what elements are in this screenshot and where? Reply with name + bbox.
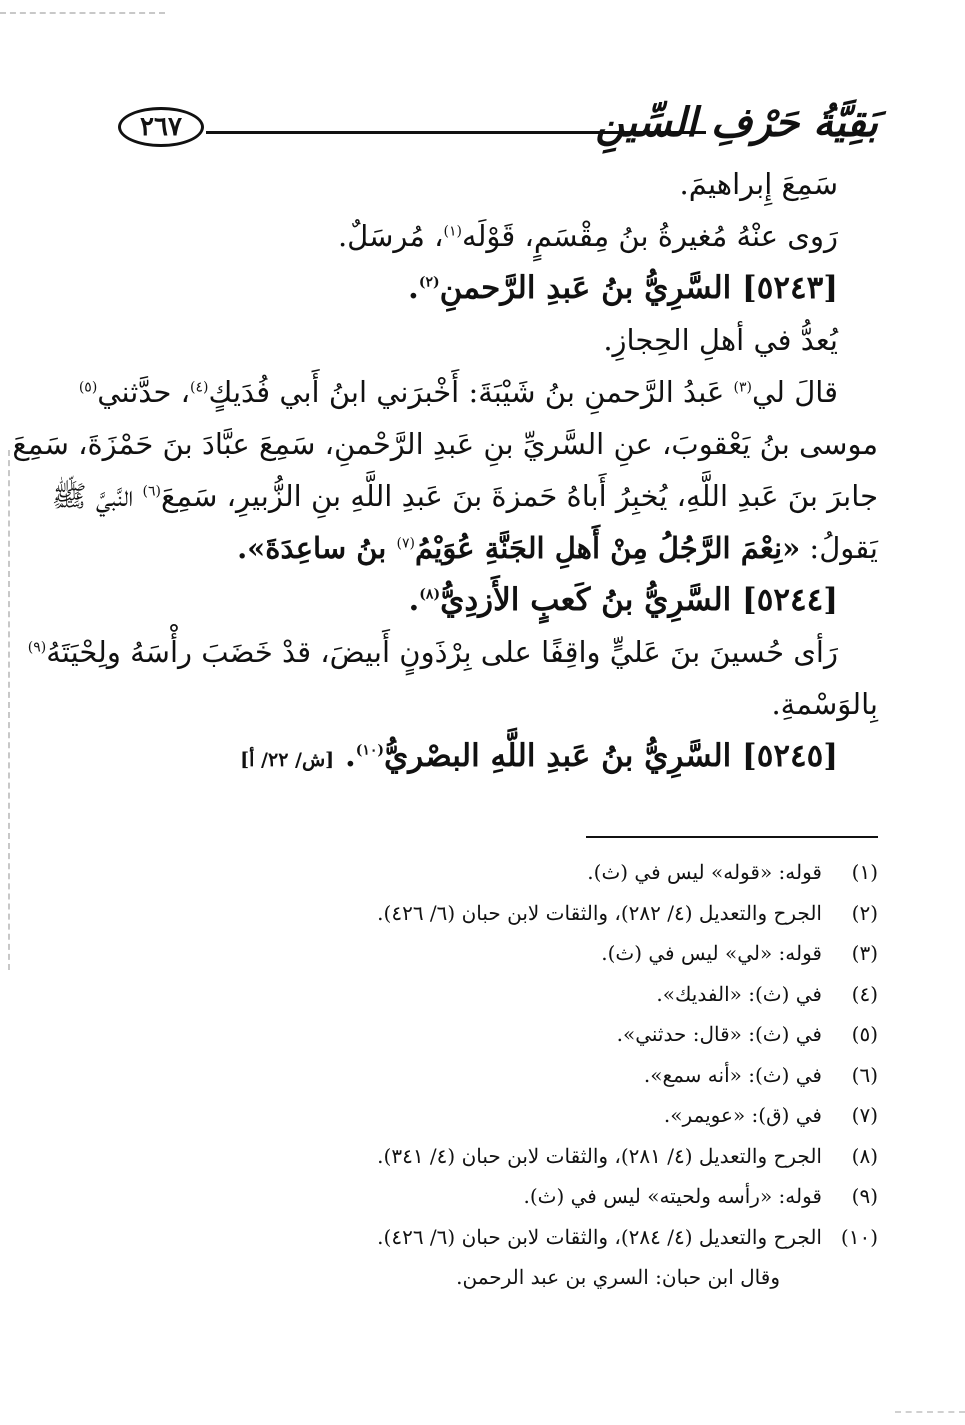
footnote: (٩)قوله: «رأسه ولحيته» ليس في (ث).: [523, 1184, 878, 1208]
footnote: (٢)الجرح والتعديل (٤/ ٢٨٢)، والثقات لابن حبان (٦/ ٤٢٦).: [377, 900, 878, 925]
text-line: جابرَ بنَ عَبدِ اللَّهِ، يُخبِرُ أَباهُ حَمزةَ بنَ عَبدِ اللَّهِ بنِ الزُّبيرِ، سَمِعَ$^{(٦)}$ النَّبيَّ ﷺ: [51, 479, 878, 513]
footnote: (٥)في (ث): «قال: حدثني».: [616, 1022, 878, 1046]
entry-heading: [٥٢٤٥] السَّرِيُّ بنُ عَبدِ اللَّهِ البصْريُّ$^{(١٠)}$. [ش/ ٢٢/ أ]: [240, 738, 838, 774]
footnote-marker: (١): [443, 223, 463, 240]
page-header: [118, 95, 878, 165]
footnote-marker: (٨): [419, 586, 441, 603]
running-title: بَقِيَّةُ حَرْفِ السِّينِ: [595, 99, 878, 146]
text-line: موسى بنُ يَعْقوبَ، عنِ السَّريِّ بنِ عَبدِ الرَّحْمنِ، سَمِعَ عبَّادَ بنَ حَمْزَةَ، سَمِعَ: [12, 427, 878, 461]
text-line: سَمِعَ إِبراهيمَ.: [679, 167, 838, 201]
footnote: (١)قوله: «قوله» ليس في (ث).: [587, 860, 878, 884]
hadith-quote: «نِعْمَ الرَّجُلُ مِنْ أَهلِ الجَنَّةِ عُوَيْمُ: [414, 531, 801, 565]
footnote-divider: [586, 836, 878, 838]
scan-mark-top: [0, 12, 165, 16]
footnote: (٣)قوله: «لي» ليس في (ث).: [601, 941, 878, 965]
footnote-marker: (٣): [733, 379, 752, 396]
page-number: ٢٦٧: [118, 107, 204, 147]
footnote: (١٠)الجرح والتعديل (٤/ ٢٨٤)، والثقات لابن حبان (٦/ ٤٢٦).: [377, 1224, 878, 1249]
footnote-marker: (٧): [396, 535, 415, 552]
footnote: (٤)في (ث): «الفديك».: [656, 981, 878, 1006]
entry-heading: [٥٢٤٣] السَّرِيُّ بنُ عَبدِ الرَّحمنِ$^{(٢)}$.: [408, 270, 838, 306]
footnote: (٦)في (ث): «أنه سمع».: [643, 1062, 878, 1087]
scan-mark-bottom: [895, 1411, 965, 1413]
footnote-marker: (٩): [27, 639, 47, 656]
footnote-marker: (٢): [418, 274, 440, 291]
footnote-marker: (٦): [142, 483, 161, 500]
text-line: قالَ لي$^{(٣)}$ عَبدُ الرَّحمنِ بنُ شَيْبَةَ: أَخْبرَني ابنُ أَبي فُدَيكٍ$^{(٤)}$، حدَّثني$^{(٥)}$: [78, 375, 838, 409]
text-line: يُعدُّ في أهلِ الحِجازِ.: [603, 323, 838, 357]
footnote: (٧)في (ق): «عويمر».: [663, 1103, 878, 1127]
text-line: رَوى عنْهُ مُغيرةُ بنُ مِقْسَمٍ، قَوْلَه$^{(١)}$، مُرسَلٌ.: [337, 219, 838, 253]
text-line: رَأى حُسينَ بنَ عَليٍّ واقِفًا على بِرْذَونٍ أَبيضَ، قدْ خَضَبَ رأْسَهُ ولِحْيَتَهُ$^{(٩)}$: [27, 635, 838, 669]
scan-mark-side: [8, 450, 10, 970]
entry-heading: [٥٢٤٤] السَّرِيُّ بنُ كَعبٍ الأَزدِيُّ$^{(٨)}$.: [408, 582, 838, 618]
manuscript-reference: [ش/ ٢٢/ أ]: [240, 749, 335, 771]
footnote: (٨)الجرح والتعديل (٤/ ٢٨١)، والثقات لابن حبان (٤/ ٣٤١).: [377, 1143, 878, 1168]
footnote-marker: (١٠): [355, 742, 385, 759]
footnote-continuation: وقال ابن حبان: السري بن عبد الرحمن.: [456, 1265, 780, 1289]
main-text: [12, 158, 878, 782]
text-line: بِالوَسْمةِ.: [771, 687, 878, 721]
footnote-marker: (٥): [78, 379, 98, 396]
footnote-marker: (٤): [190, 379, 209, 396]
header-rule: [206, 131, 706, 134]
footnotes: [118, 852, 878, 1298]
text-line: يَقولُ: «نِعْمَ الرَّجُلُ مِنْ أَهلِ الجَنَّةِ عُوَيْمُ$^{(٧)}$ بنُ ساعِدَةَ».: [237, 531, 878, 565]
